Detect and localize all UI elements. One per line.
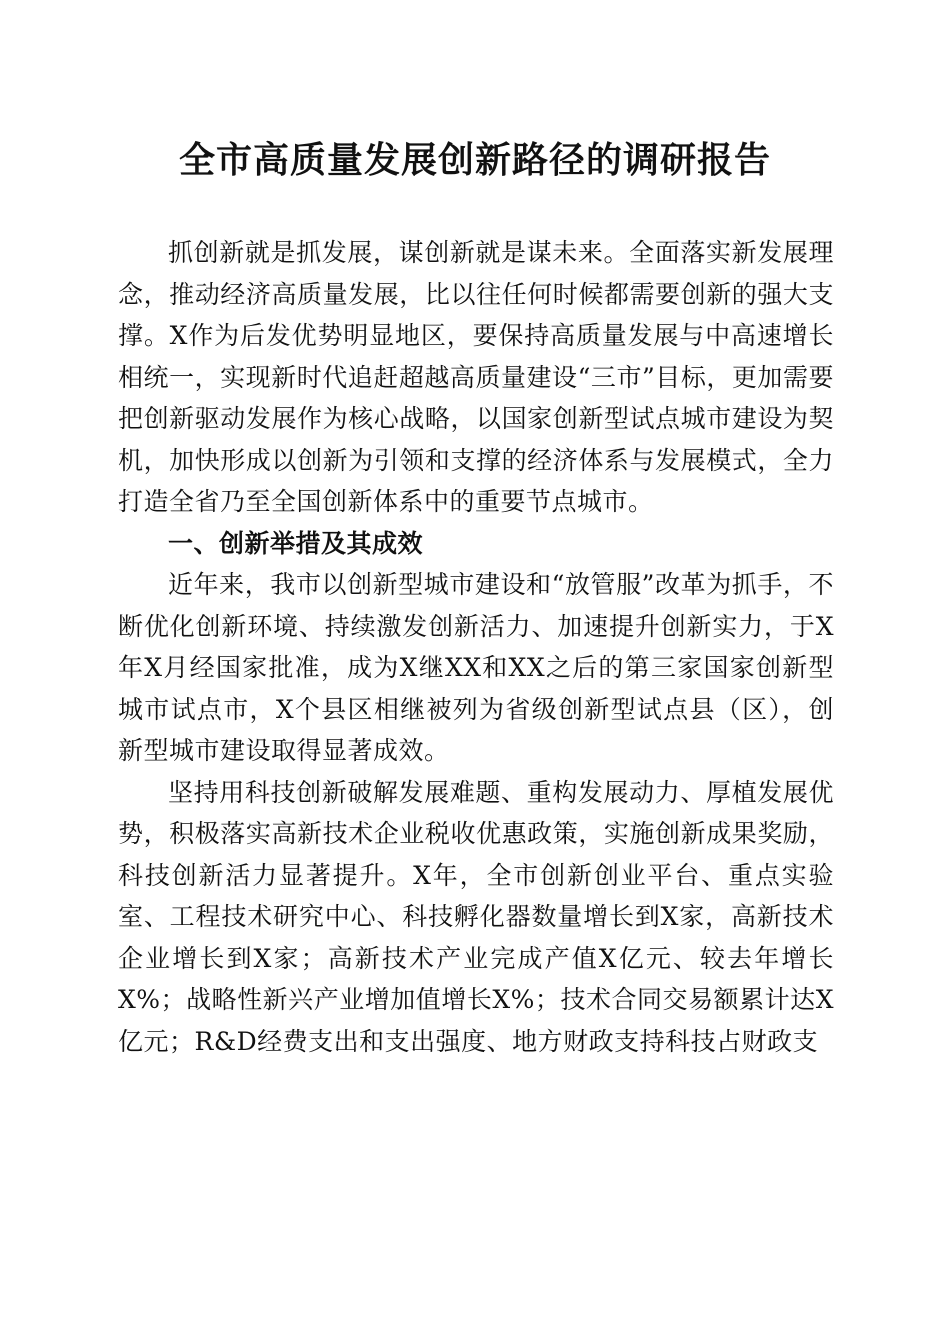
section-paragraph-2: 坚持用科技创新破解发展难题、重构发展动力、厚植发展优势，积极落实高新技术企业税收优惠政策，实施创新成果奖励，科技创新活力显著提升。X年，全市创新创业平台、重点实验室、工程技术研究中心、科技孵化器数量增长到X家，高新技术企业增长到X家；高新技术产业完成产值X亿元、较去年增长X%；战略性新兴产业增加值增长X%；技术合同交易额累计达X亿元；R&D经费支出和支出强度、地方财政支持科技占财政支 (118, 777, 834, 1056)
intro-paragraph: 抓创新就是抓发展，谋创新就是谋未来。全面落实新发展理念，推动经济高质量发展，比以往任何时候都需要创新的强大支撑。X作为后发优势明显地区，要保持高质量发展与中高速增长相统一，实现新时代追赶超越高质量建设“三市”目标，更加需要把创新驱动发展作为核心战略，以国家创新型试点城市建设为契机，加快形成以创新为引领和支撑的经济体系与发展模式，全力打造全省乃至全国创新体系中的重要节点城市。 (118, 238, 834, 516)
section-paragraph-1: 近年来，我市以创新型城市建设和“放管服”改革为抓手，不断优化创新环境、持续激发创新活力、加速提升创新实力，于X年X月经国家批准，成为X继XX和XX之后的第三家国家创新型城市试点市，X个县区相继被列为省级创新型试点县（区），创新型城市建设取得显著成效。 (118, 570, 834, 765)
section-heading: 一、创新举措及其成效 (168, 528, 424, 558)
document-body (118, 232, 834, 1062)
document-title: 全市高质量发展创新路径的调研报告 (178, 139, 771, 181)
